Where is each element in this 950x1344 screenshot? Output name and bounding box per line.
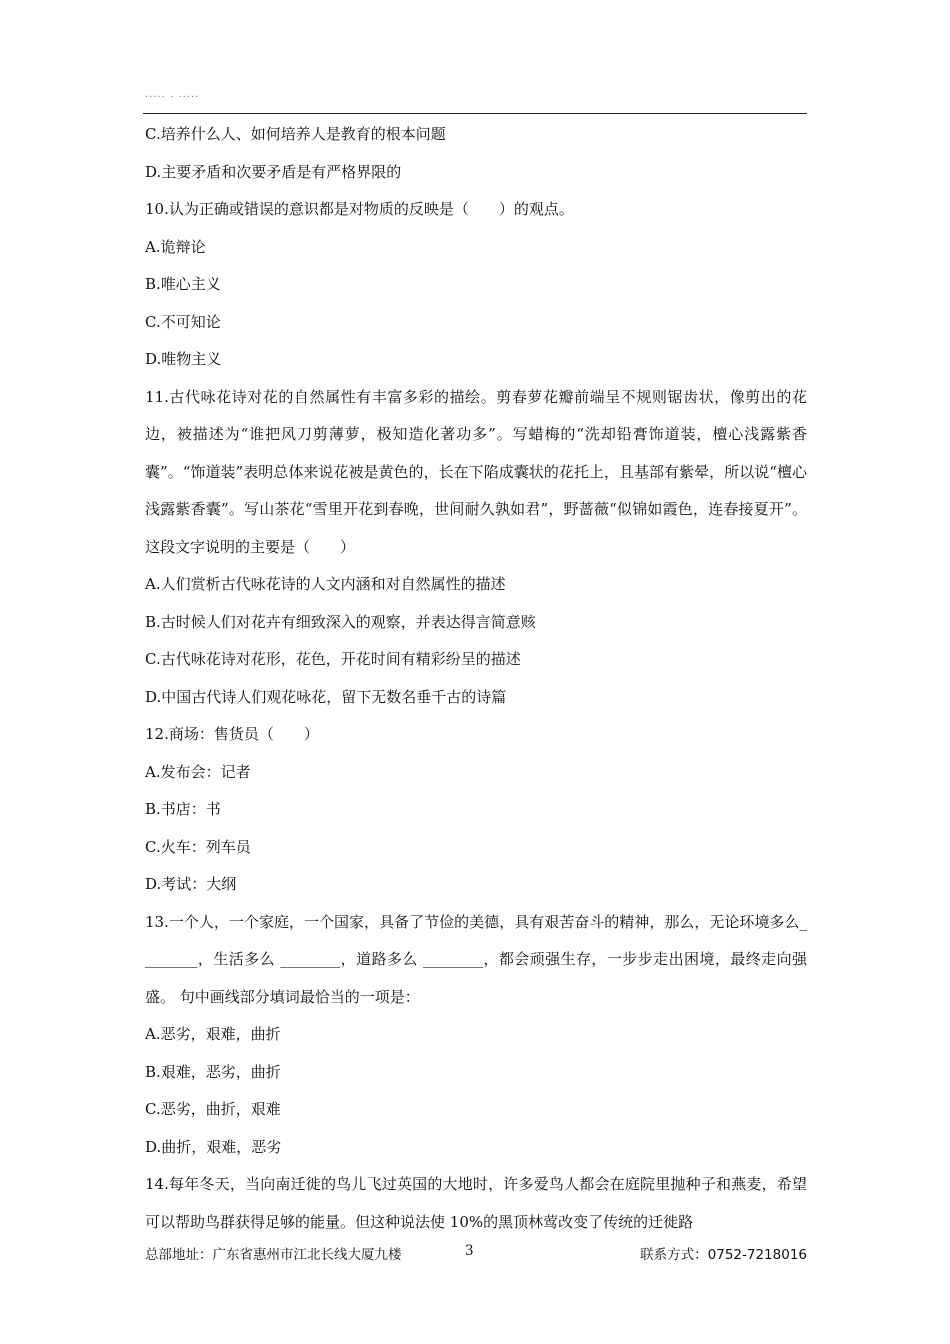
page-number: 3 — [465, 1243, 474, 1259]
q9-option-c: C.培养什么人、如何培养人是教育的根本问题 — [145, 125, 446, 143]
q10-option-a: A.诡辩论 — [145, 237, 206, 256]
q11-option-a: A.人们赏析古代咏花诗的人文内涵和对自然属性的描述 — [145, 575, 506, 593]
q12-stem: 12.商场：售货员（ ） — [145, 725, 319, 743]
q10-option-d: D.唯物主义 — [145, 350, 222, 368]
q9-option-d: D.主要矛盾和次要矛盾是有严格界限的 — [145, 162, 402, 181]
q11-stem: 11.古代咏花诗对花的自然属性有丰富多彩的描绘。剪春萝花瓣前端呈不规则锯齿状，像剪出的花边，被描述为“谁把风刀剪薄萝，极知造化著功多”。写蜡梅的“洗却铅膏饰道装，檀心浅露紫香囊”。“饰道装”表明总体来说花被是黄色的，长在下陷成囊状的花托上，且基部有紫晕，所以说“檀心浅露紫香囊”。写山茶花“雪里开花到春晚，世间耐久孰如君”，野蔷薇“似锦如霞色，连春接夏开”。 这段文字说明的主要是（ ） — [145, 387, 807, 556]
q11-option-c: C.古代咏花诗对花形，花色，开花时间有精彩纷呈的描述 — [145, 650, 521, 668]
q14-stem: 14.每年冬天，当向南迁徙的鸟儿飞过英国的大地时，许多爱鸟人都会在庭院里抛种子和燕麦，希望可以帮助鸟群获得足够的能量。但这种说法使 10%的黑顶林莺改变了传统的迁徙路 — [145, 1175, 807, 1231]
footer-contact: 联系方式：0752-7218016 — [640, 1247, 807, 1263]
q13-option-c: C.恶劣，曲折，艰难 — [145, 1100, 281, 1118]
q10-stem: 10.认为正确或错误的意识都是对物质的反映是（ ）的观点。 — [145, 200, 574, 218]
q13-option-a: A.恶劣，艰难，曲折 — [145, 1025, 281, 1043]
q12-option-d: D.考试：大纲 — [145, 875, 237, 893]
page-content — [145, 116, 807, 1241]
q11-option-d: D.中国古代诗人们观花咏花，留下无数名垂千古的诗篇 — [145, 687, 507, 706]
page-footer — [145, 1243, 807, 1263]
header-mark: ····· · ····· — [145, 92, 200, 103]
q11-option-b: B.古时候人们对花卉有细致深入的观察，并表达得言简意赅 — [145, 612, 536, 631]
q12-option-b: B.书店：书 — [145, 800, 221, 818]
header-rule — [143, 113, 807, 114]
q12-option-c: C.火车：列车员 — [145, 837, 251, 856]
footer-address: 总部地址：广东省惠州市江北长线大厦九楼 — [145, 1247, 402, 1263]
q10-option-b: B.唯心主义 — [145, 275, 221, 293]
q12-option-a: A.发布会：记者 — [145, 762, 251, 781]
q13-option-d: D.曲折，艰难，恶劣 — [145, 1137, 282, 1156]
q13-option-b: B.艰难，恶劣，曲折 — [145, 1062, 281, 1081]
q13-stem: 13.一个人，一个家庭，一个国家，具备了节俭的美德，具有艰苦奋斗的精神，那么，无论环境多么________，生活多么 ________，道路多么 ________，都会顽强生存，一步步走出困境，最终走向强盛。 句中画线部分填词最恰当的一项是： — [145, 912, 807, 1006]
q10-option-c: C.不可知论 — [145, 312, 221, 331]
